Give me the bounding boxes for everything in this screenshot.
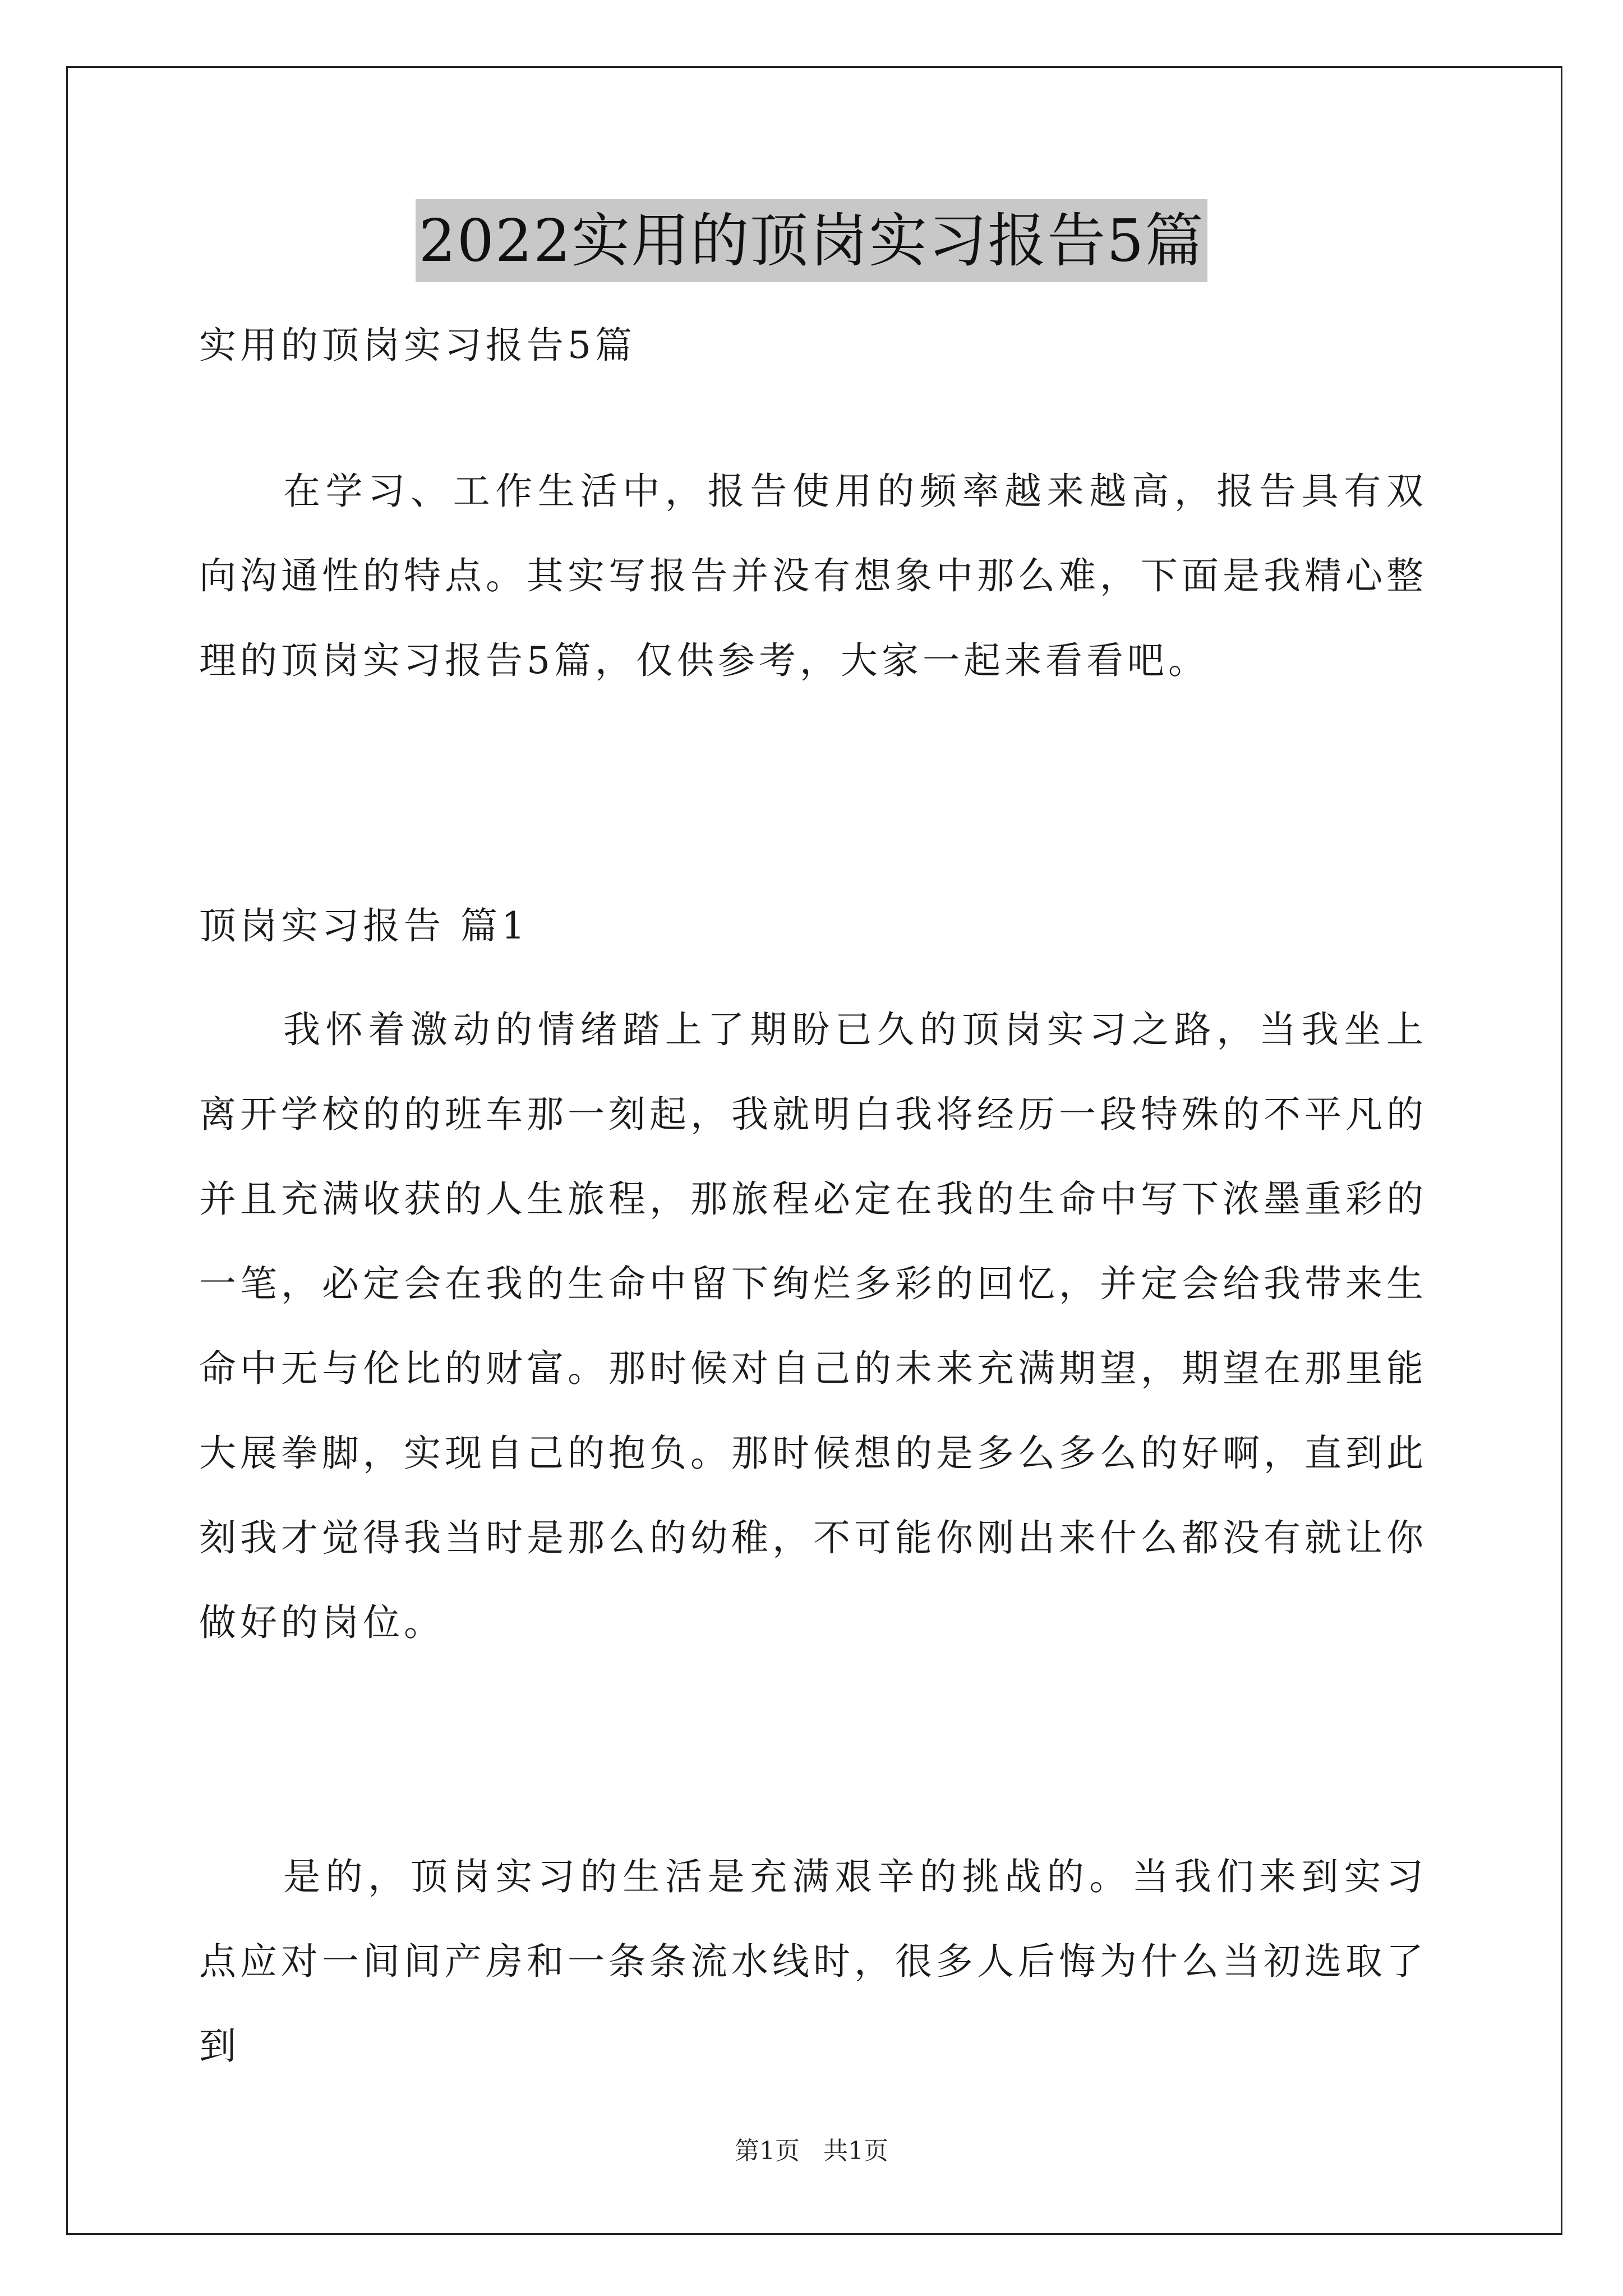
body-paragraph: 我怀着激动的情绪踏上了期盼已久的顶岗实习之路，当我坐上离开学校的的班车那一刻起，我就明白我将经历一段特殊的不平凡的并且充满收获的人生旅程，那旅程必定在我的生命中写下浓墨重彩的一笔，必定会在我的生命中留下绚烂多彩的回忆，并定会给我带来生命中无与伦比的财富。那时候对自己的未来充满期望，期望在那里能大展拳脚，实现自己的抱负。那时候想的是多么多么的好啊，直到此刻我才觉得我当时是那么的幼稚，不可能你刚出来什么都没有就让你做好的岗位。: [199, 1008, 1427, 1644]
document-subtitle: 实用的顶岗实习报告5篇: [199, 324, 636, 367]
page-footer: 第1页 共1页: [735, 2137, 888, 2165]
title-container: [0, 199, 1623, 282]
body-paragraph: 是的，顶岗实习的生活是充满艰辛的挑战的。当我们来到实习点应对一间间产房和一条条流水线时，很多人后悔为什么当初选取了到: [199, 1855, 1427, 2068]
document-title: 2022实用的顶岗实习报告5篇: [416, 199, 1208, 282]
intro-paragraph: 在学习、工作生活中，报告使用的频率越来越高，报告具有双向沟通性的特点。其实写报告并没有想象中那么难，下面是我精心整理的顶岗实习报告5篇，仅供参考，大家一起来看看吧。: [199, 470, 1427, 682]
section-heading: 顶岗实习报告 篇1: [199, 904, 529, 947]
